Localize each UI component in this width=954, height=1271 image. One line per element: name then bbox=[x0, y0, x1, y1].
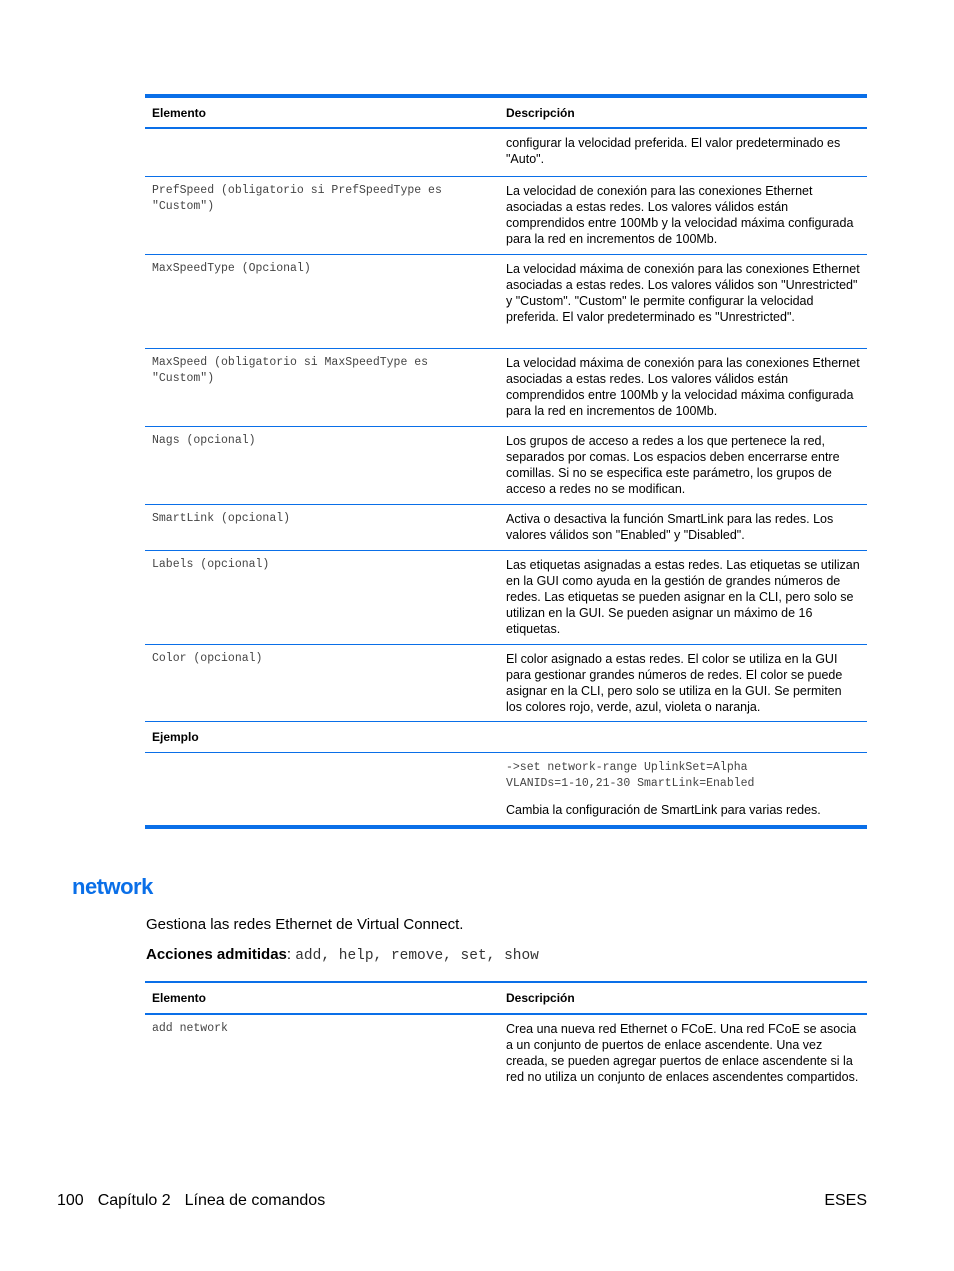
table-row bbox=[145, 349, 867, 427]
row-description: La velocidad de conexión para las conexiones Ethernet asociadas a estas redes. Los valores válidos están comprendidos entre 100Mb y la velocidad máxima configurada para la red en incrementos de 100Mb. bbox=[506, 184, 854, 246]
table-bottom-rule bbox=[145, 825, 867, 829]
table-row bbox=[145, 645, 867, 722]
table-row bbox=[145, 129, 867, 177]
table-row bbox=[145, 255, 867, 349]
table-row bbox=[145, 1015, 867, 1111]
header-descripcion: Descripción bbox=[506, 105, 575, 120]
example-row bbox=[145, 753, 867, 825]
table-row bbox=[145, 427, 867, 505]
row-description: Los grupos de acceso a redes a los que pertenece la red, separados por comas. Los espacios deben encerrarse entre comillas. Si no se especifica este parámetro, los grupos de acceso a redes no se modifican. bbox=[506, 434, 840, 496]
table-row bbox=[145, 177, 867, 255]
row-description: Crea una nueva red Ethernet o FCoE. Una red FCoE se asocia a un conjunto de puertos de enlace ascendente. Una vez creada, se pueden agregar puertos de enlace ascendente si la red no utiliza un conjunto de enlaces ascendentes compartidos. bbox=[506, 1022, 859, 1084]
parameters-table bbox=[145, 94, 867, 829]
row-element: SmartLink (opcional) bbox=[152, 512, 291, 525]
chapter-title: Línea de comandos bbox=[184, 1192, 326, 1209]
example-header-row bbox=[145, 722, 867, 753]
header-descripcion: Descripción bbox=[506, 991, 575, 1005]
section-intro: Gestiona las redes Ethernet de Virtual Connect. bbox=[146, 916, 464, 933]
actions-label: Acciones admitidas bbox=[146, 946, 287, 963]
actions-separator: : bbox=[286, 946, 296, 963]
header-elemento: Elemento bbox=[152, 991, 207, 1005]
section-title: network bbox=[72, 874, 153, 899]
table-header bbox=[145, 98, 867, 129]
row-description: La velocidad máxima de conexión para las conexiones Ethernet asociadas a estas redes. Los valores válidos están comprendidos entre 100Mb y la velocidad máxima configurada para la red en incrementos de 100Mb. bbox=[506, 356, 860, 418]
row-element: Color (opcional) bbox=[152, 652, 263, 665]
locale-code: ESES bbox=[824, 1192, 867, 1209]
table-row bbox=[145, 551, 867, 645]
row-element: PrefSpeed (obligatorio si PrefSpeedType es "Custom") bbox=[152, 184, 442, 213]
actions-list: add, help, remove, set, show bbox=[295, 948, 539, 964]
row-element: Nags (opcional) bbox=[152, 434, 256, 447]
row-element: Labels (opcional) bbox=[152, 558, 270, 571]
row-element bbox=[145, 135, 499, 176]
supported-actions bbox=[146, 946, 539, 964]
row-description: El color asignado a estas redes. El color se utiliza en la GUI para gestionar grandes números de redes. El color se puede asignar en la CLI, pero solo se utiliza en la GUI. Se permiten los colores rojo, verde, azul, violeta o naranja. bbox=[506, 652, 843, 714]
row-description: configurar la velocidad preferida. El valor predeterminado es "Auto". bbox=[506, 136, 841, 166]
row-description: Las etiquetas asignadas a estas redes. Las etiquetas se utilizan en la GUI como ayuda en la gestión de grandes números de redes. Las etiquetas se pueden asignar en la CLI, pero solo se utilizan en la GUI. Se pueden asignar un máximo de 16 etiquetas. bbox=[506, 558, 860, 636]
row-element: add network bbox=[152, 1022, 228, 1035]
chapter-label: Capítulo 2 bbox=[97, 1192, 171, 1209]
header-elemento: Elemento bbox=[152, 105, 207, 120]
row-description: La velocidad máxima de conexión para las conexiones Ethernet asociadas a estas redes. Los valores válidos son "Unrestricted" y "Custom". "Custom" le permite configurar la velocidad preferida. El valor predeterminado es "Unrestricted". bbox=[506, 262, 860, 324]
page-footer bbox=[57, 1192, 339, 1210]
example-description: Cambia la configuración de SmartLink para varias redes. bbox=[506, 803, 821, 817]
row-description: Activa o desactiva la función SmartLink para las redes. Los valores válidos son "Enabled" y "Disabled". bbox=[506, 512, 834, 542]
network-table bbox=[145, 981, 867, 1111]
example-command: ->set network-range UplinkSet=Alpha VLANIDs=1-10,21-30 SmartLink=Enabled bbox=[506, 761, 755, 790]
page-number: 100 bbox=[57, 1192, 84, 1209]
table-row bbox=[145, 505, 867, 551]
row-element: MaxSpeedType (Opcional) bbox=[152, 262, 311, 275]
table-header bbox=[145, 983, 867, 1015]
row-element: MaxSpeed (obligatorio si MaxSpeedType es "Custom") bbox=[152, 356, 429, 385]
example-label: Ejemplo bbox=[152, 730, 199, 744]
